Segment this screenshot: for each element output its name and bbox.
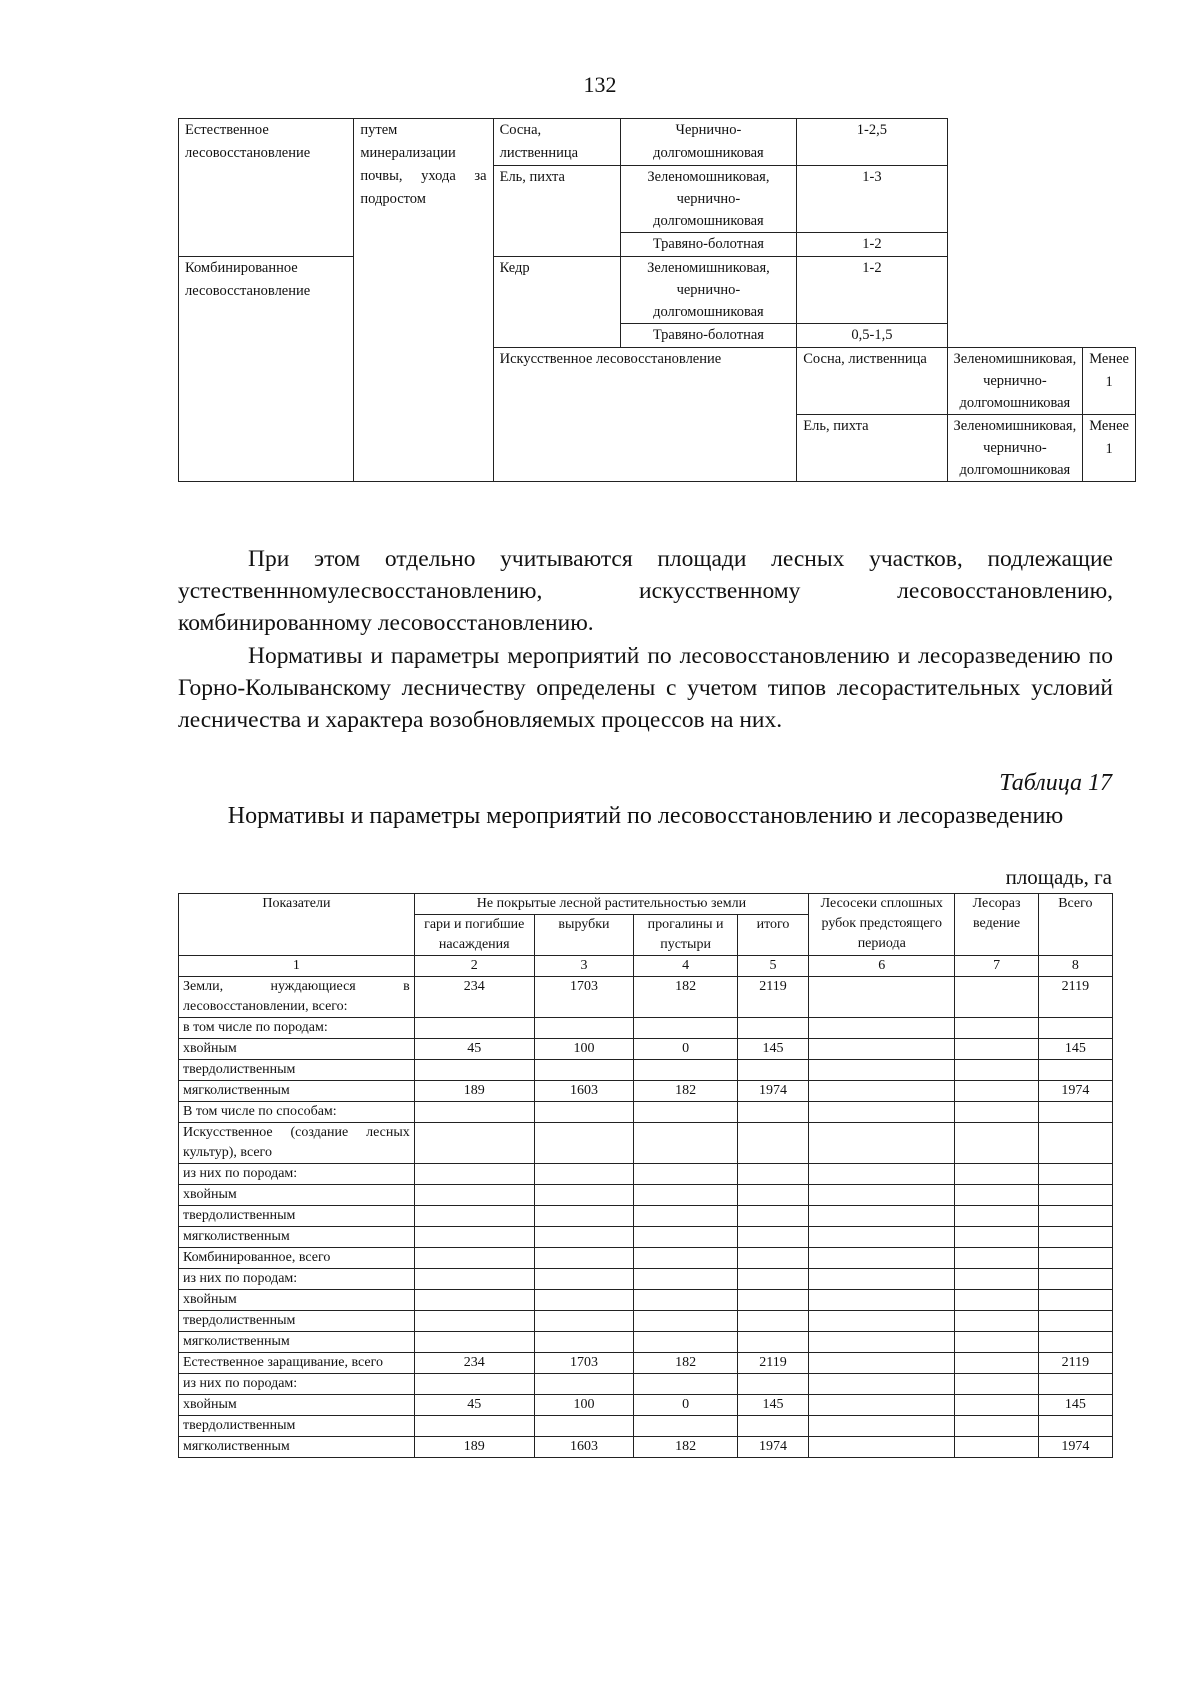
row-label: В том числе по способам: [179, 1102, 415, 1123]
value-cell [955, 977, 1038, 1018]
value-cell [809, 1039, 955, 1060]
header-afforestation-a: Лесораз [972, 896, 1021, 911]
header-indicators: Показатели [179, 894, 415, 956]
value-cell: 234 [414, 1353, 534, 1374]
row-label: в том числе по породам: [179, 1018, 415, 1039]
value-cell: 1974 [737, 1081, 808, 1102]
row-label: Естественное заращивание, всего [179, 1353, 415, 1374]
value-cell [634, 1416, 738, 1437]
value-cell [534, 1290, 634, 1311]
species-cell: Сосна, лиственница [493, 119, 620, 166]
forest-type-cell: Чернично-долгомошниковая [620, 119, 797, 166]
row-label: хвойным [179, 1290, 415, 1311]
value-cell: 1603 [534, 1081, 634, 1102]
value-cell [634, 1248, 738, 1269]
value-cell [737, 1018, 808, 1039]
table-row [179, 1164, 1113, 1185]
value-cell: 45 [414, 1039, 534, 1060]
value-cell [809, 1353, 955, 1374]
column-number: 7 [955, 956, 1038, 977]
value-cell: 182 [634, 1353, 738, 1374]
value-cell [809, 1395, 955, 1416]
species-cell: Ель, пихта [797, 415, 947, 482]
value-cell [1038, 1164, 1112, 1185]
header-unforested: Не покрытые лесной растительностью земли [414, 894, 808, 915]
value-cell [955, 1395, 1038, 1416]
value-cell [534, 1227, 634, 1248]
value-cell [955, 1269, 1038, 1290]
value-cell [534, 1269, 634, 1290]
table-row [179, 1290, 1113, 1311]
page-number: 132 [583, 72, 617, 97]
value-cell [414, 1206, 534, 1227]
value-cell [1038, 1060, 1112, 1081]
column-number: 3 [534, 956, 634, 977]
value-cell: 1703 [534, 1353, 634, 1374]
table-row [179, 1353, 1113, 1374]
header-total: итого [737, 915, 808, 956]
value-cell [414, 1227, 534, 1248]
method-natural: Естественное лесовосстановление [179, 119, 354, 257]
value-cell [809, 1311, 955, 1332]
table-row [179, 1039, 1113, 1060]
value-cell [414, 1269, 534, 1290]
value-cell [634, 1060, 738, 1081]
value-cell [634, 1269, 738, 1290]
value-cell [1038, 1206, 1112, 1227]
value-cell: 182 [634, 977, 738, 1018]
row-label: мягколиственным [179, 1227, 415, 1248]
row-label: из них по породам: [179, 1374, 415, 1395]
value-cell [634, 1206, 738, 1227]
value-cell [955, 1437, 1038, 1458]
table-row [179, 1269, 1113, 1290]
value-cell [1038, 1311, 1112, 1332]
value-cell: 1-2,5 [797, 119, 947, 166]
value-cell [955, 1227, 1038, 1248]
column-number: 6 [809, 956, 955, 977]
value-cell [414, 1164, 534, 1185]
value-cell [534, 1311, 634, 1332]
paragraph: При этом отдельно учитываются площади лесных участков, подлежащие устественнномулесвосстановлению, искусственному лесовосстановлению, комбинированному лесовосстановлению. [178, 546, 1113, 636]
norms-table [178, 893, 1113, 1458]
value-cell: 189 [414, 1437, 534, 1458]
row-label: мягколиственным [179, 1081, 415, 1102]
value-cell [414, 1123, 534, 1164]
value-cell: 1974 [737, 1437, 808, 1458]
value-cell [809, 1102, 955, 1123]
value-cell [955, 1164, 1038, 1185]
value-cell [634, 1311, 738, 1332]
table-row [179, 1395, 1113, 1416]
row-label: из них по породам: [179, 1164, 415, 1185]
species-cell: Кедр [493, 257, 620, 348]
value-cell [634, 1227, 738, 1248]
reforestation-table [178, 118, 1136, 482]
table-row [179, 1227, 1113, 1248]
value-cell [737, 1060, 808, 1081]
value-cell [809, 1437, 955, 1458]
value-cell: 2119 [737, 977, 808, 1018]
value-cell [809, 1332, 955, 1353]
table-row [179, 977, 1113, 1018]
value-cell: 145 [737, 1395, 808, 1416]
value-cell [955, 1332, 1038, 1353]
value-cell [809, 1185, 955, 1206]
row-label: твердолиственным [179, 1311, 415, 1332]
value-cell [737, 1206, 808, 1227]
value-cell: 1-3 [797, 166, 947, 233]
value-cell: 145 [1038, 1039, 1112, 1060]
value-cell [955, 1206, 1038, 1227]
via-cell: путем минерализации почвы, ухода за подростом [354, 119, 493, 482]
value-cell [737, 1416, 808, 1437]
row-label: твердолиственным [179, 1060, 415, 1081]
value-cell [414, 1311, 534, 1332]
value-cell [634, 1332, 738, 1353]
value-cell [534, 1206, 634, 1227]
value-cell: 0,5-1,5 [797, 324, 947, 348]
value-cell [1038, 1185, 1112, 1206]
value-cell [534, 1060, 634, 1081]
value-cell [737, 1227, 808, 1248]
value-cell [955, 1374, 1038, 1395]
value-cell: 100 [534, 1039, 634, 1060]
value-cell [634, 1102, 738, 1123]
value-cell: 182 [634, 1437, 738, 1458]
value-cell [809, 1081, 955, 1102]
value-cell: 1-2 [797, 257, 947, 324]
value-cell [809, 1269, 955, 1290]
value-cell [955, 1416, 1038, 1437]
value-cell [737, 1102, 808, 1123]
forest-type-cell: Зеленомишниковая, чернично-долгомошниковая [947, 348, 1083, 415]
forest-type-cell: Зеленомишниковая, чернично-долгомошниковая [947, 415, 1083, 482]
value-cell [634, 1290, 738, 1311]
row-label: мягколиственным [179, 1332, 415, 1353]
value-cell [414, 1332, 534, 1353]
table-row [179, 1374, 1113, 1395]
row-label: Искусственное (создание лесных культур), всего [179, 1123, 415, 1164]
row-label: Комбинированное, всего [179, 1248, 415, 1269]
value-cell [737, 1269, 808, 1290]
value-cell [737, 1185, 808, 1206]
row-label: хвойным [179, 1395, 415, 1416]
value-cell [414, 1018, 534, 1039]
forest-type-cell: Травяно-болотная [620, 233, 797, 257]
value-cell: 1703 [534, 977, 634, 1018]
value-cell: 1-2 [797, 233, 947, 257]
column-number: 2 [414, 956, 534, 977]
table-row [179, 1311, 1113, 1332]
value-cell [1038, 1018, 1112, 1039]
value-cell [414, 1416, 534, 1437]
value-cell: 2119 [1038, 1353, 1112, 1374]
value-cell [414, 1248, 534, 1269]
value-cell [634, 1185, 738, 1206]
value-cell [955, 1353, 1038, 1374]
value-cell [414, 1060, 534, 1081]
value-cell [534, 1102, 634, 1123]
method-artificial: Искусственное лесовосстановление [493, 348, 797, 482]
value-cell: 0 [634, 1039, 738, 1060]
column-number: 4 [634, 956, 738, 977]
value-cell [955, 1060, 1038, 1081]
value-cell [809, 977, 955, 1018]
value-cell [534, 1248, 634, 1269]
value-cell: 45 [414, 1395, 534, 1416]
row-label: твердолиственным [179, 1206, 415, 1227]
value-cell: 1974 [1038, 1081, 1112, 1102]
value-cell: 145 [737, 1039, 808, 1060]
value-cell [534, 1164, 634, 1185]
value-cell [534, 1332, 634, 1353]
header-burns: гари и погибшие насаждения [414, 915, 534, 956]
value-cell [534, 1018, 634, 1039]
forest-type-cell: Травяно-болотная [620, 324, 797, 348]
value-cell: 0 [634, 1395, 738, 1416]
value-cell [955, 1248, 1038, 1269]
row-label: хвойным [179, 1185, 415, 1206]
value-cell [809, 1018, 955, 1039]
table-row [179, 1102, 1113, 1123]
value-cell [634, 1018, 738, 1039]
table-row [179, 1332, 1113, 1353]
row-label: Земли, нуждающиеся в лесовосстановлении, всего: [179, 977, 415, 1018]
value-cell [634, 1164, 738, 1185]
species-cell: Сосна, лиственница [797, 348, 947, 415]
value-cell [534, 1416, 634, 1437]
value-cell [809, 1164, 955, 1185]
value-cell [737, 1311, 808, 1332]
value-cell [809, 1248, 955, 1269]
value-cell [955, 1102, 1038, 1123]
value-cell [634, 1374, 738, 1395]
table-row [179, 1081, 1113, 1102]
value-cell: 1974 [1038, 1437, 1112, 1458]
value-cell: 145 [1038, 1395, 1112, 1416]
table-row [179, 1206, 1113, 1227]
value-cell [809, 1374, 955, 1395]
value-cell: 182 [634, 1081, 738, 1102]
value-cell [1038, 1416, 1112, 1437]
value-cell: 100 [534, 1395, 634, 1416]
value-cell [737, 1164, 808, 1185]
value-cell [737, 1332, 808, 1353]
value-cell [737, 1374, 808, 1395]
value-cell [414, 1290, 534, 1311]
table-row [179, 1123, 1113, 1164]
table-title: Нормативы и параметры мероприятий по лесовосстановлению и лесоразведению [227, 803, 1064, 829]
value-cell [414, 1102, 534, 1123]
value-cell [1038, 1269, 1112, 1290]
row-label: из них по породам: [179, 1269, 415, 1290]
value-cell: 1603 [534, 1437, 634, 1458]
value-cell [809, 1416, 955, 1437]
paragraph: Нормативы и параметры мероприятий по лесовосстановлению и лесоразведению по Горно-Колыванскому лесничеству определены с учетом типов лесорастительных условий лесничества и характера возобновляемых процессов на них. [178, 643, 1113, 733]
value-cell: 2119 [737, 1353, 808, 1374]
value-cell [955, 1123, 1038, 1164]
column-number: 5 [737, 956, 808, 977]
value-cell [1038, 1248, 1112, 1269]
species-cell: Ель, пихта [493, 166, 620, 257]
value-cell: 234 [414, 977, 534, 1018]
value-cell [1038, 1123, 1112, 1164]
value-cell [737, 1248, 808, 1269]
units-label: площадь, га [1005, 865, 1112, 889]
value-cell: 189 [414, 1081, 534, 1102]
table-row [179, 1416, 1113, 1437]
column-number: 8 [1038, 956, 1112, 977]
value-cell [809, 1123, 955, 1164]
header-all: Всего [1038, 894, 1112, 956]
value-cell [534, 1185, 634, 1206]
row-label: твердолиственным [179, 1416, 415, 1437]
value-cell [737, 1123, 808, 1164]
value-cell: 2119 [1038, 977, 1112, 1018]
table-row [179, 1248, 1113, 1269]
header-glades: прогалины и пустыри [634, 915, 738, 956]
column-number: 1 [179, 956, 415, 977]
table-row [179, 1018, 1113, 1039]
forest-type-cell: Зеленомишниковая, чернично-долгомошниковая [620, 257, 797, 324]
table-row [179, 1060, 1113, 1081]
value-cell [1038, 1227, 1112, 1248]
value-cell [955, 1290, 1038, 1311]
value-cell [955, 1081, 1038, 1102]
value-cell [414, 1374, 534, 1395]
value-cell [955, 1311, 1038, 1332]
value-cell [534, 1374, 634, 1395]
value-cell: Менее 1 [1083, 348, 1136, 415]
value-cell [1038, 1102, 1112, 1123]
value-cell: Менее 1 [1083, 415, 1136, 482]
value-cell [634, 1123, 738, 1164]
value-cell [955, 1185, 1038, 1206]
value-cell [737, 1290, 808, 1311]
row-label: мягколиственным [179, 1437, 415, 1458]
row-label: хвойным [179, 1039, 415, 1060]
table-row [179, 1437, 1113, 1458]
value-cell [809, 1206, 955, 1227]
header-afforestation-b: ведение [973, 916, 1021, 931]
value-cell [809, 1227, 955, 1248]
table-label: Таблица 17 [999, 770, 1112, 796]
method-combined: Комбинированное лесовосстановление [179, 257, 354, 482]
forest-type-cell: Зеленомошниковая, чернично-долгомошниковая [620, 166, 797, 233]
value-cell [1038, 1374, 1112, 1395]
header-cutting-areas: Лесосеки сплошных рубок предстоящего периода [809, 894, 955, 956]
table-row [179, 1185, 1113, 1206]
value-cell [534, 1123, 634, 1164]
value-cell [809, 1290, 955, 1311]
value-cell [809, 1060, 955, 1081]
value-cell [955, 1018, 1038, 1039]
value-cell [414, 1185, 534, 1206]
header-clearcuts: вырубки [534, 915, 634, 956]
value-cell [955, 1039, 1038, 1060]
header-afforestation [955, 894, 1038, 956]
value-cell [1038, 1332, 1112, 1353]
value-cell [1038, 1290, 1112, 1311]
